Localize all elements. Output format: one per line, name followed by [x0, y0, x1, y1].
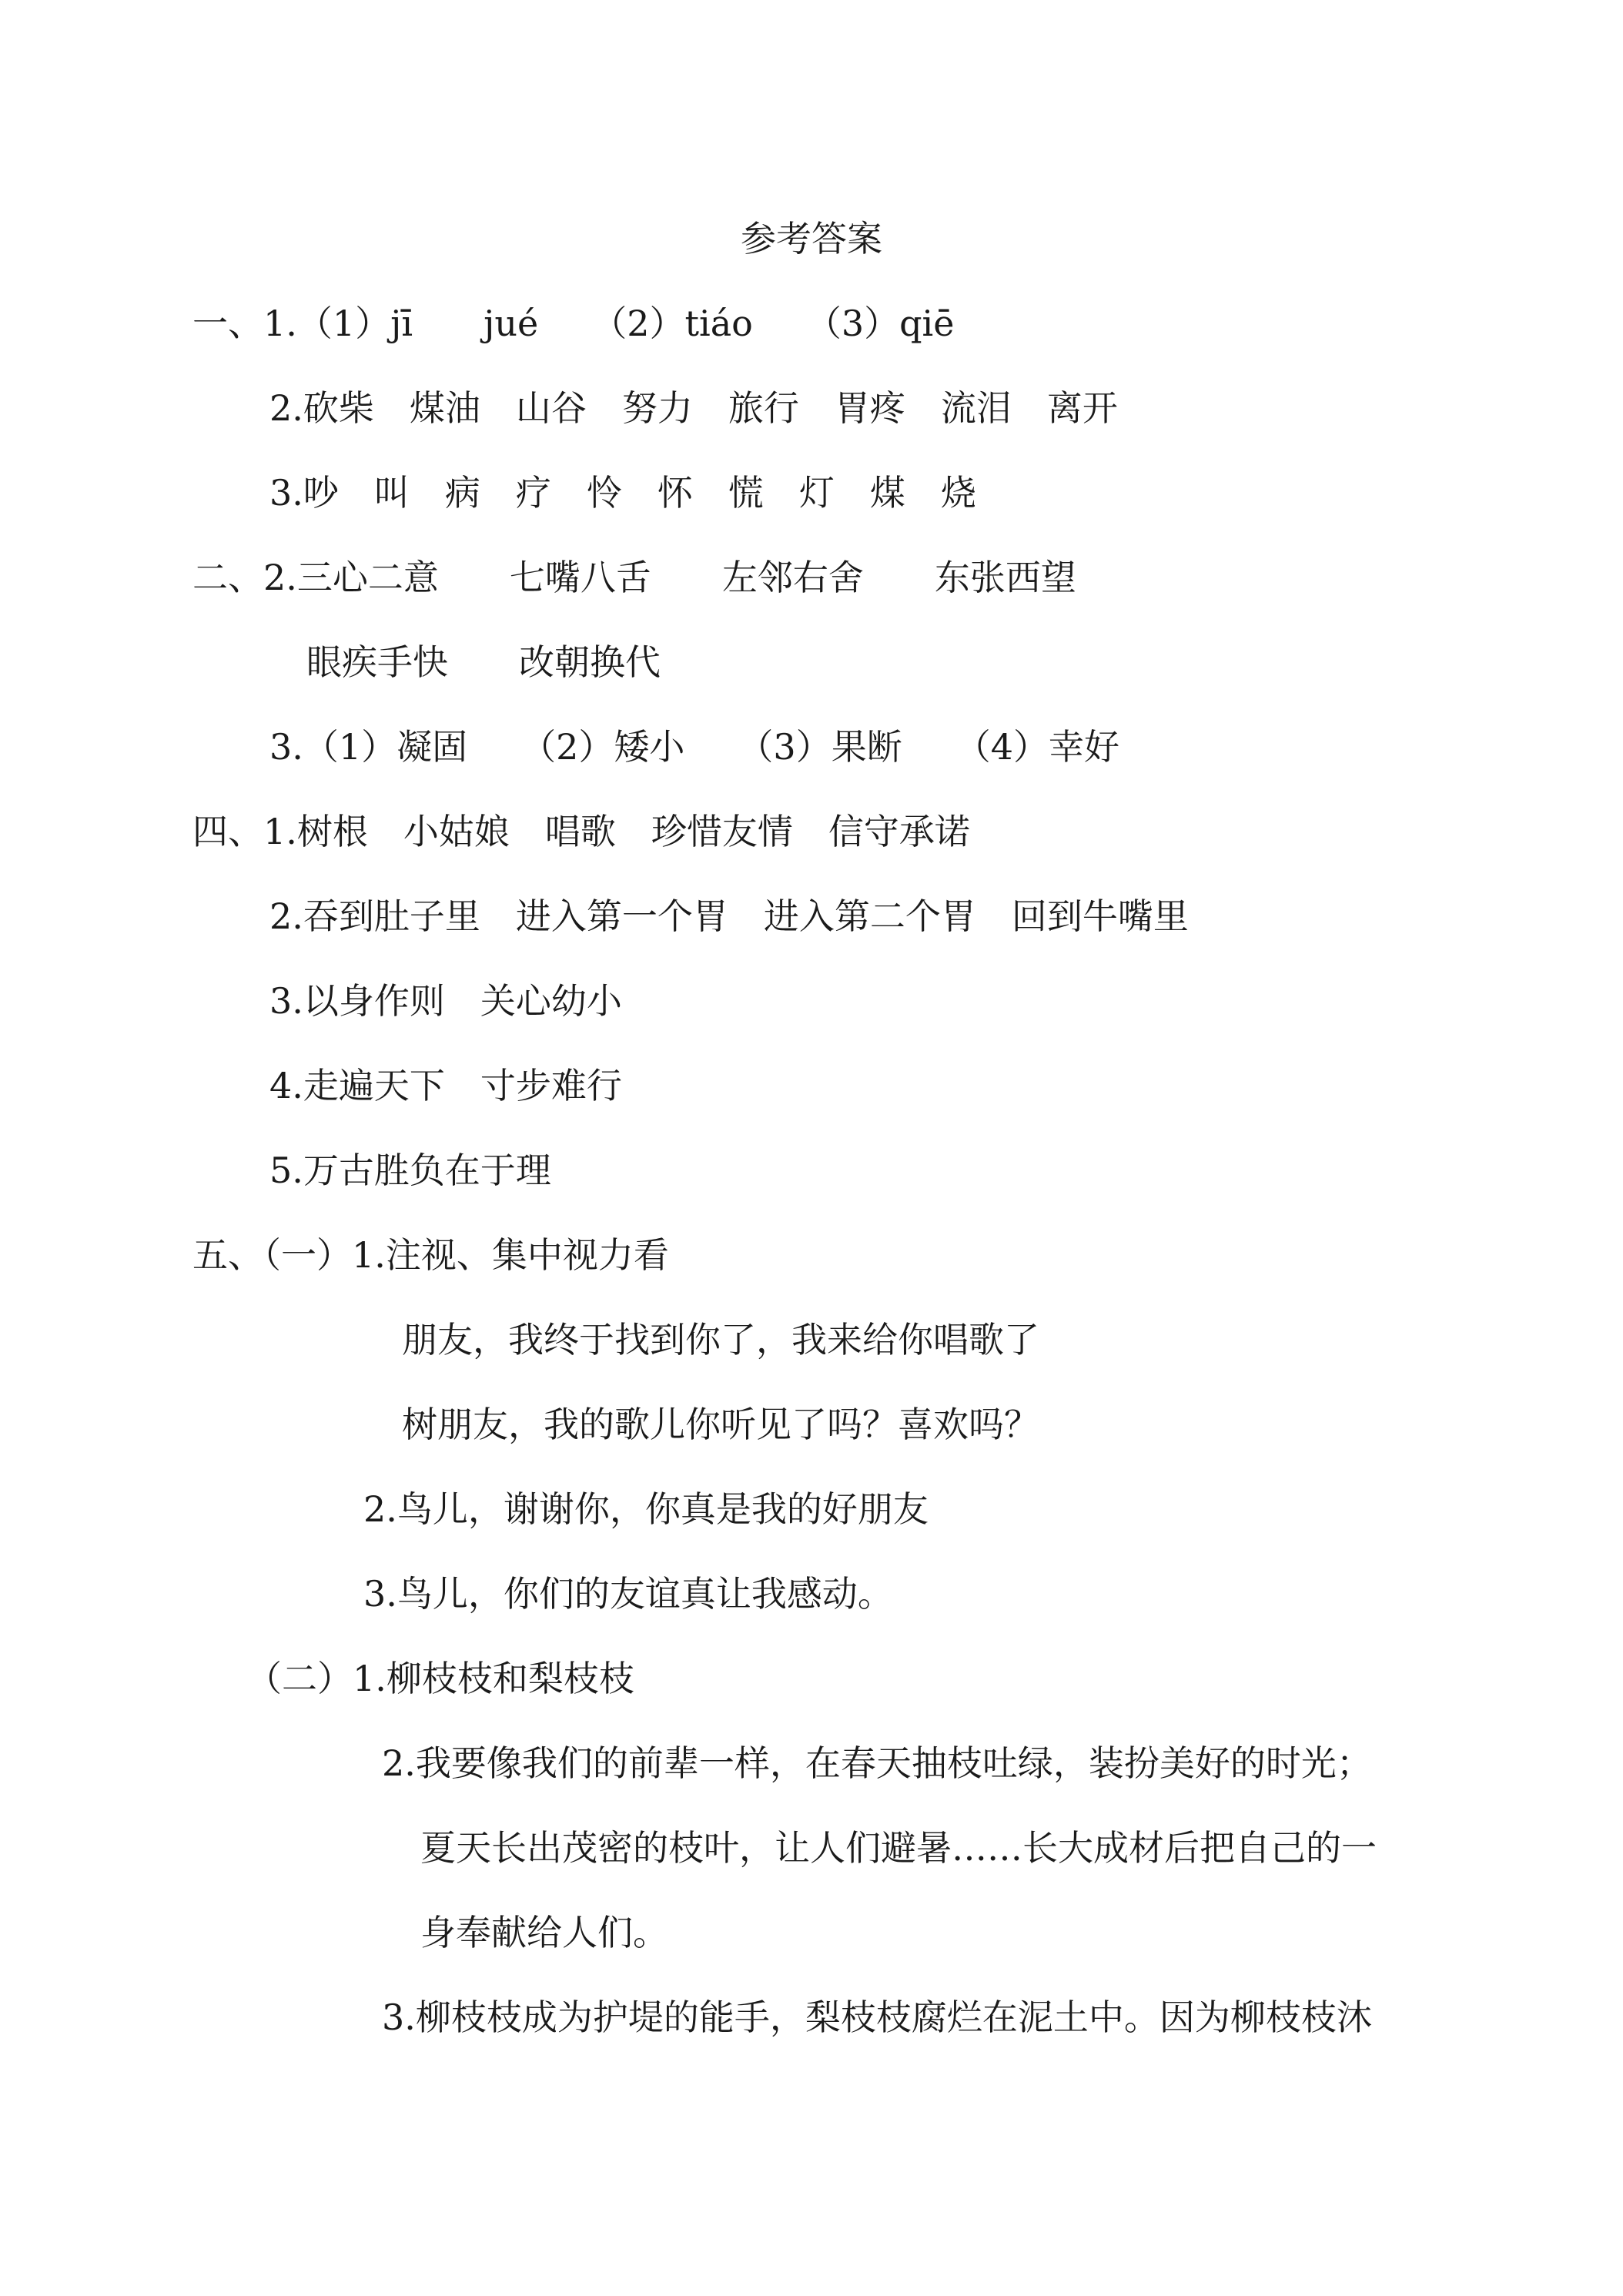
- answer-line-4-1: 四、1.树根 小姑娘 唱歌 珍惜友情 信守承诺: [192, 811, 970, 852]
- answer-line-5-2-2c: 身奉献给人们。: [420, 1912, 668, 1953]
- answer-line-5-2-2b: 夏天长出茂密的枝叶，让人们避暑……长大成材后把自己的一: [420, 1827, 1377, 1869]
- answer-line-5-1-1c: 树朋友，我的歌儿你听见了吗？喜欢吗？: [402, 1404, 1039, 1445]
- answer-line-1-1: 一、1.（1）jī jué （2）tiáo （3）qiē: [192, 303, 955, 344]
- answer-line-1-2: 2.砍柴 煤油 山谷 努力 旅行 胃疼 流泪 离开: [269, 387, 1118, 429]
- answer-line-4-4: 4.走遍天下 寸步难行: [269, 1065, 622, 1106]
- answer-line-2-3: 3.（1）凝固 （2）矮小 （3）果断 （4）幸好: [269, 726, 1119, 768]
- answer-line-4-3: 3.以身作则 关心幼小: [269, 980, 622, 1022]
- answer-line-2-2a: 二、2.三心二意 七嘴八舌 左邻右舍 东张西望: [192, 557, 1076, 598]
- answer-line-2-2b: 眼疾手快 改朝换代: [306, 641, 661, 683]
- answer-line-5-1-2: 2.鸟儿，谢谢你，你真是我的好朋友: [363, 1488, 929, 1530]
- answer-line-4-2: 2.吞到肚子里 进入第一个胃 进入第二个胃 回到牛嘴里: [269, 895, 1189, 937]
- answer-line-5-1-1b: 朋友，我终于找到你了，我来给你唱歌了: [402, 1319, 1039, 1361]
- answer-line-1-3: 3.吵 叫 病 疗 怜 怀 慌 灯 煤 烧: [269, 472, 976, 514]
- answer-line-5-1-3: 3.鸟儿，你们的友谊真让我感动。: [363, 1573, 893, 1615]
- answer-line-5-2-2a: 2.我要像我们的前辈一样，在春天抽枝吐绿，装扮美好的时光；: [382, 1742, 1372, 1784]
- answer-line-4-5: 5.万古胜负在于理: [269, 1150, 551, 1191]
- page-title: 参考答案: [741, 218, 882, 259]
- answer-line-5-2-3: 3.柳枝枝成为护堤的能手，梨枝枝腐烂在泥土中。因为柳枝枝沐: [382, 1996, 1372, 2038]
- answer-line-5-1-1: 五、（一）1.注视、集中视力看: [192, 1234, 669, 1276]
- answer-line-5-2-1: （二）1.柳枝枝和梨枝枝: [246, 1658, 634, 1699]
